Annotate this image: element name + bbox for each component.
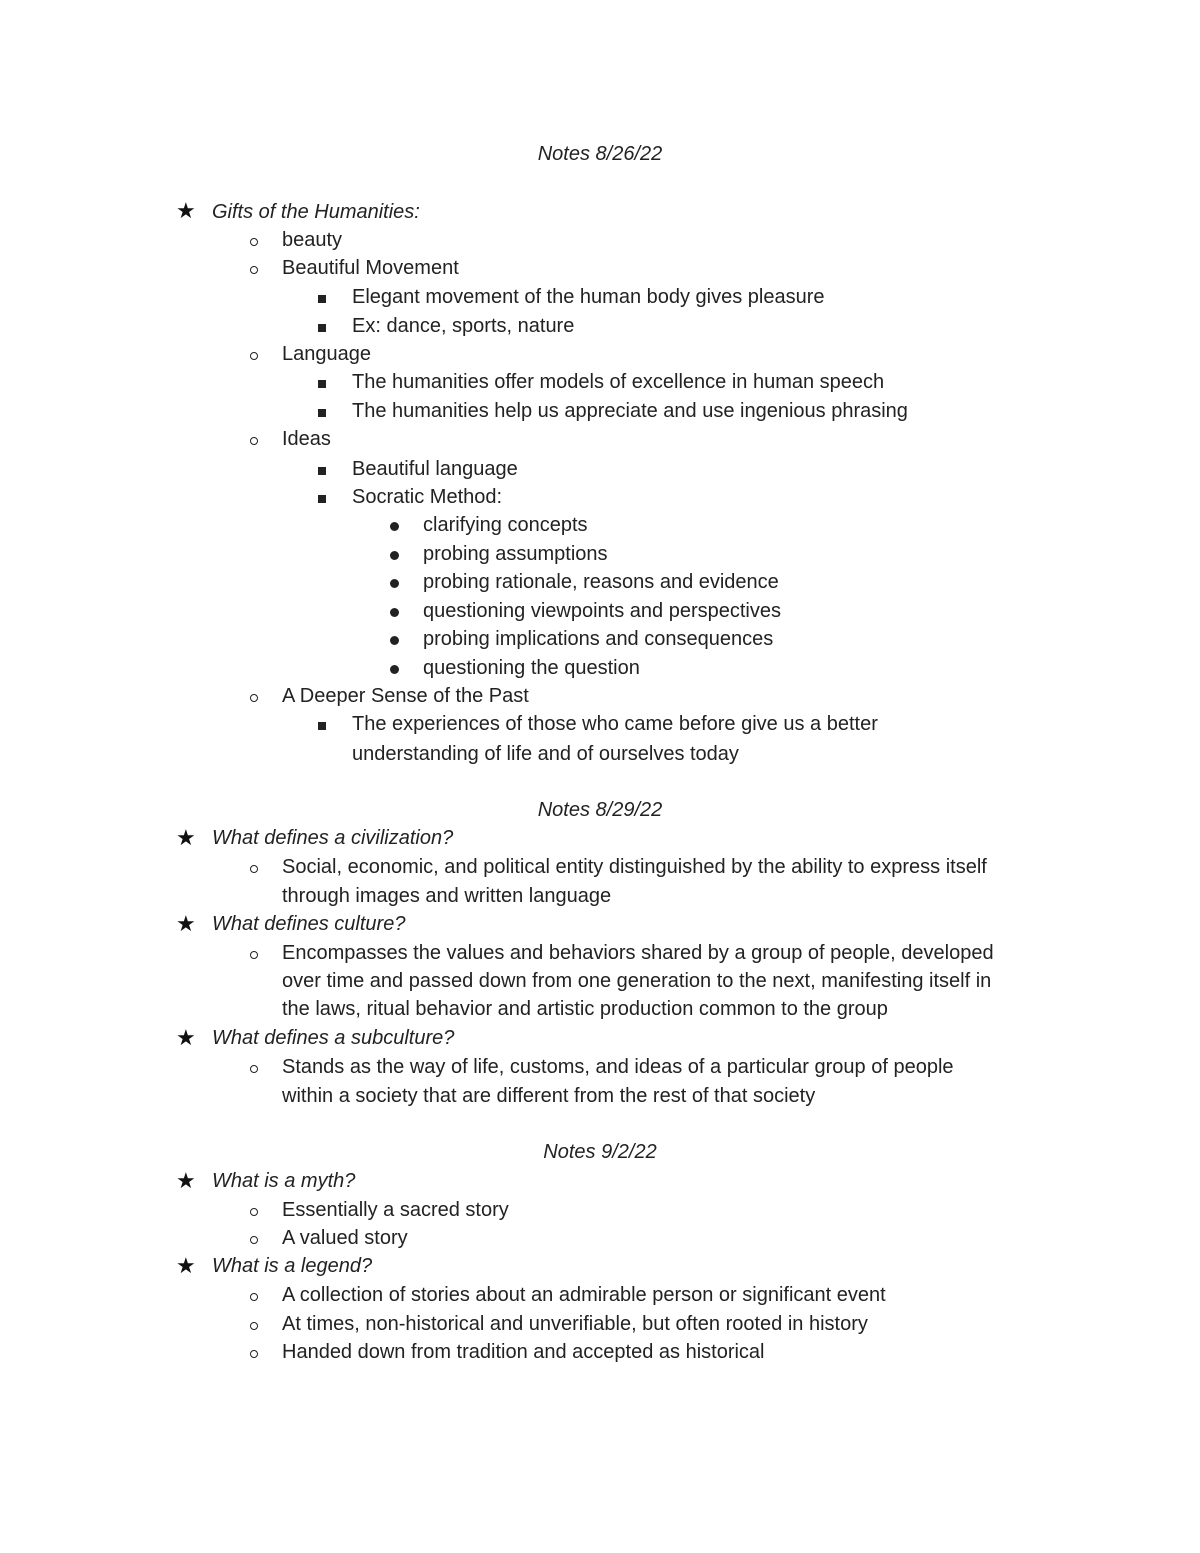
- circle-bullet-icon: [250, 254, 258, 282]
- list-item: Ex: dance, sports, nature: [352, 315, 575, 337]
- circle-bullet-icon: [250, 226, 258, 254]
- square-bullet-icon: [318, 455, 326, 483]
- star-bullet-icon: ★: [176, 1168, 196, 1193]
- topic-question: What defines culture?: [212, 913, 406, 935]
- circle-bullet-icon: [250, 425, 258, 453]
- star-bullet-icon: ★: [176, 825, 196, 850]
- square-bullet-icon: [318, 368, 326, 396]
- dot-bullet-icon: [390, 568, 399, 596]
- topic-question: What is a legend?: [212, 1255, 373, 1277]
- list-item: The humanities offer models of excellence in human speech: [352, 371, 885, 393]
- list-item: questioning the question: [423, 657, 640, 679]
- circle-bullet-icon: [250, 1224, 258, 1252]
- star-bullet-icon: ★: [176, 198, 196, 223]
- list-item: probing assumptions: [423, 543, 608, 565]
- dot-bullet-icon: [390, 540, 399, 568]
- section-heading: Notes 8/29/22: [537, 799, 663, 821]
- list-item: clarifying concepts: [423, 514, 588, 536]
- list-item-line: understanding of life and of ourselves today: [352, 743, 739, 765]
- list-item-line: through images and written language: [282, 885, 612, 907]
- square-bullet-icon: [318, 483, 326, 511]
- list-item: Language: [282, 343, 371, 365]
- list-item: Beautiful language: [352, 458, 518, 480]
- dot-bullet-icon: [390, 597, 399, 625]
- square-bullet-icon: [318, 710, 326, 738]
- list-item-line: the laws, ritual behavior and artistic production common to the group: [282, 998, 888, 1020]
- section-heading: Notes 8/26/22: [537, 143, 663, 165]
- list-item: questioning viewpoints and perspectives: [423, 600, 781, 622]
- list-item: probing implications and consequences: [423, 628, 774, 650]
- topic-question: Gifts of the Humanities:: [212, 201, 420, 223]
- circle-bullet-icon: [250, 340, 258, 368]
- list-item: A valued story: [282, 1227, 408, 1249]
- list-item: Socratic Method:: [352, 486, 503, 508]
- dot-bullet-icon: [390, 654, 399, 682]
- list-item: A collection of stories about an admirable person or significant event: [282, 1284, 886, 1306]
- list-item: Beautiful Movement: [282, 257, 459, 279]
- square-bullet-icon: [318, 283, 326, 311]
- list-item: Elegant movement of the human body gives pleasure: [352, 286, 825, 308]
- section-heading: Notes 9/2/22: [543, 1141, 657, 1163]
- circle-bullet-icon: [250, 1310, 258, 1338]
- list-item: probing rationale, reasons and evidence: [423, 571, 779, 593]
- star-bullet-icon: ★: [176, 911, 196, 936]
- list-item: The humanities help us appreciate and use ingenious phrasing: [352, 400, 908, 422]
- list-item: Ideas: [282, 428, 331, 450]
- circle-bullet-icon: [250, 1053, 258, 1081]
- circle-bullet-icon: [250, 853, 258, 881]
- list-item-line: Social, economic, and political entity distinguished by the ability to express itself: [282, 856, 987, 878]
- list-item-line: Stands as the way of life, customs, and ideas of a particular group of people: [282, 1056, 954, 1078]
- dot-bullet-icon: [390, 511, 399, 539]
- topic-question: What is a myth?: [212, 1170, 356, 1192]
- list-item-line: The experiences of those who came before give us a better: [352, 713, 878, 735]
- list-item-line: Encompasses the values and behaviors shared by a group of people, developed: [282, 942, 994, 964]
- star-bullet-icon: ★: [176, 1253, 196, 1278]
- circle-bullet-icon: [250, 682, 258, 710]
- dot-bullet-icon: [390, 625, 399, 653]
- star-bullet-icon: ★: [176, 1025, 196, 1050]
- list-item: Essentially a sacred story: [282, 1199, 509, 1221]
- list-item-line: over time and passed down from one generation to the next, manifesting itself in: [282, 970, 992, 992]
- list-item-line: within a society that are different from the rest of that society: [282, 1085, 816, 1107]
- topic-question: What defines a subculture?: [212, 1027, 455, 1049]
- square-bullet-icon: [318, 312, 326, 340]
- list-item: Handed down from tradition and accepted as historical: [282, 1341, 765, 1363]
- circle-bullet-icon: [250, 1281, 258, 1309]
- square-bullet-icon: [318, 397, 326, 425]
- list-item: At times, non-historical and unverifiable, but often rooted in history: [282, 1313, 868, 1335]
- list-item: A Deeper Sense of the Past: [282, 685, 529, 707]
- circle-bullet-icon: [250, 1196, 258, 1224]
- circle-bullet-icon: [250, 1338, 258, 1366]
- circle-bullet-icon: [250, 939, 258, 967]
- topic-question: What defines a civilization?: [212, 827, 454, 849]
- list-item: beauty: [282, 229, 343, 251]
